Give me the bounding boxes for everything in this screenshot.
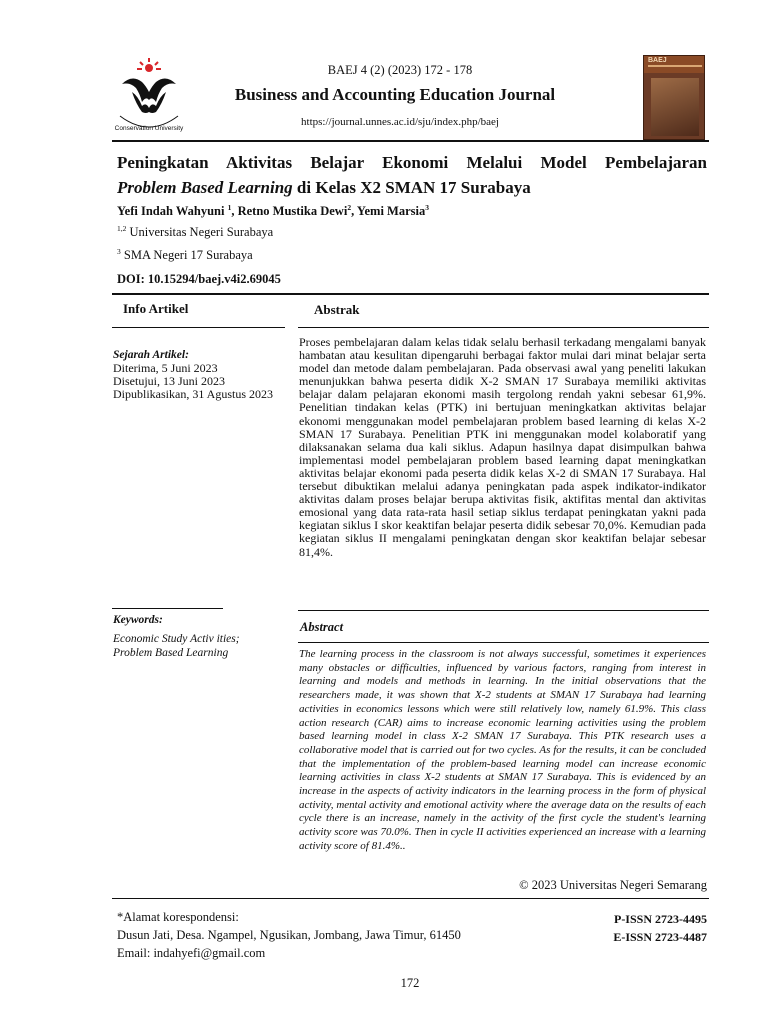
affiliation-sup: 3 bbox=[117, 246, 121, 256]
journal-title: Business and Accounting Education Journal bbox=[234, 85, 556, 104]
correspondence-email[interactable]: Email: indahyefi@gmail.com bbox=[117, 946, 266, 960]
conservation-university-logo-icon bbox=[112, 56, 186, 136]
doi-divider bbox=[112, 293, 709, 295]
e-issn: E-ISSN 2723-4487 bbox=[613, 930, 707, 944]
history-published: Dipublikasikan, 31 Agustus 2023 bbox=[113, 387, 274, 401]
journal-meta: BAEJ 4 (2) (2023) 172 - 178 bbox=[327, 63, 473, 77]
author-name: Yefi Indah Wahyuni bbox=[117, 204, 228, 218]
keyword-item: Economic Study Activ ities; bbox=[113, 633, 240, 645]
keyword-item: Problem Based Learning bbox=[113, 647, 229, 659]
history-accepted: Disetujui, 13 Juni 2023 bbox=[113, 374, 226, 388]
article-title bbox=[117, 150, 707, 200]
title-italic-part: Problem Based Learning bbox=[117, 178, 293, 197]
title-line-1: Peningkatan Aktivitas Belajar Ekonomi Melalui Model Pembelajaran bbox=[117, 153, 707, 172]
footer-divider bbox=[112, 898, 709, 899]
correspondence-label: *Alamat korespondensi: bbox=[117, 910, 239, 924]
keywords-divider bbox=[112, 608, 223, 609]
author-sup: 2 bbox=[347, 202, 352, 212]
page-number: 172 bbox=[400, 976, 420, 990]
university-logo bbox=[112, 56, 186, 136]
abstract-text: The learning process in the classroom is not always successful, sometimes it experiences many obstacles or difficulties, influenced by various factors, ranging from interest in learning and models and methods in learning. In the initial observations that the researchers made, it was shown that X-2 students at SMAN 17 Surabaya had learning activities in economics lessons which were still relatively low, namely 61.9%. This class action research (CAR) aims to increase economic learning activities using the problem based learning model in class X-2 SMAN 17 Surabaya. This PTK research uses a collaborative model that is carried out for two cycles. As for the results, it can be concluded that the implementation of the problem-based learning model can increase economic learning activities in class X-2 students at SMAN 17 Surabaya. This is evidenced by an increase in the aspects of activity indicators in the learning process in the form of physical activity, mental activity and emotional activity where the average data on the results of each cycle there is an increase, namely in the activity of the first cycle the student's learning activity score was 70.0%. Then in cycle II activities experienced an increase with a learning activity score of 81.4%.. bbox=[299, 648, 706, 852]
history-received: Diterima, 5 Juni 2023 bbox=[113, 361, 218, 375]
author-sup: 3 bbox=[425, 202, 429, 212]
correspondence-address: Dusun Jati, Desa. Ngampel, Ngusikan, Jombang, Jawa Timur, 61450 bbox=[117, 928, 461, 942]
abstrak-heading: Abstrak bbox=[314, 302, 360, 317]
abstract-heading: Abstract bbox=[300, 620, 344, 634]
affiliation-sup: 1,2 bbox=[117, 223, 127, 233]
keywords-section bbox=[113, 614, 288, 660]
journal-cover-image bbox=[643, 55, 705, 140]
keywords-label: Keywords: bbox=[113, 614, 163, 626]
title-line-2 bbox=[117, 178, 531, 197]
author-name: , Yemi Marsia bbox=[351, 204, 426, 218]
correspondence bbox=[117, 908, 461, 962]
cover-title: BAEJ bbox=[648, 57, 667, 64]
abstract-top-divider bbox=[298, 610, 709, 611]
author-name: , Retno Mustika Dewi bbox=[231, 204, 348, 218]
affiliation-text: SMA Negeri 17 Surabaya bbox=[120, 248, 253, 262]
header-divider bbox=[112, 140, 709, 142]
history-label: Sejarah Artikel: bbox=[113, 349, 189, 361]
issn-block bbox=[560, 910, 707, 946]
journal-url[interactable]: https://journal.unnes.ac.id/sju/index.php/baej bbox=[301, 116, 499, 128]
abstrak-text: Proses pembelajaran dalam kelas tidak selalu berhasil terkadang mengalami banyak hambatan atau kesulitan dipengaruhi berbagai faktor mulai dari minat belajar serta model dan metode dalam pembelajaran. Pada observasi awal yang peneliti lakukan menunjukkan bahwa peserta didik X-2 SMAN 17 Surabaya memiliki aktivitas belajar dalam pelajaran ekonomi masih tergolong rendah yakni sebesar 61,9%. Penelitian tindakan kelas (PTK) ini bertujuan meningkatkan aktivitas belajar ekonomi menggunakan model pembelajaran problem based learning di kelas X-2 SMAN 17 Surabaya. Penelitian PTK ini menggunakan model kolaboratif yang dilaksanakan selama dua kali siklus. Adapun hasilnya dapat disimpulkan bahwa implementasi model pembelajaran problem based learning dapat meningkatkan aktivitas belajar ekonomi pada peserta didik kelas X-2 di SMAN 17 Surabaya. Hal tersebut dibuktikan melalui adanya peningkatan pada aspek indikator-indikator aktivitas dalam proses belajar berupa aktivitas fisik, aktifitas mental dan aktivitas emosional yang data rata-rata hasil setiap siklus terdapat peningkatan yakni pada kegiatan siklus I skor keaktifan belajar peserta didik sebesar 70,0%. Kemudian pada kegiatan siklus II mengalami peningkatan dengan skor keaktifan belajar sebesar 81,4%. bbox=[299, 335, 706, 559]
affiliation-1 bbox=[117, 225, 273, 240]
author-list bbox=[117, 204, 429, 219]
logo-text: Conservation University bbox=[114, 125, 184, 132]
author-sup: 1 bbox=[227, 202, 232, 212]
article-history bbox=[113, 349, 288, 401]
title-rest-part: di Kelas X2 SMAN 17 Surabaya bbox=[292, 178, 531, 197]
abstract-divider bbox=[298, 642, 709, 643]
p-issn: P-ISSN 2723-4495 bbox=[613, 912, 707, 926]
info-artikel-heading: Info Artikel bbox=[123, 301, 189, 316]
abstrak-divider bbox=[298, 327, 709, 328]
doi-link[interactable]: DOI: 10.15294/baej.v4i2.69045 bbox=[117, 272, 281, 286]
info-divider bbox=[112, 327, 285, 328]
copyright: © 2023 Universitas Negeri Semarang bbox=[519, 878, 707, 892]
affiliation-text: Universitas Negeri Surabaya bbox=[126, 225, 274, 239]
affiliation-2 bbox=[117, 248, 253, 263]
